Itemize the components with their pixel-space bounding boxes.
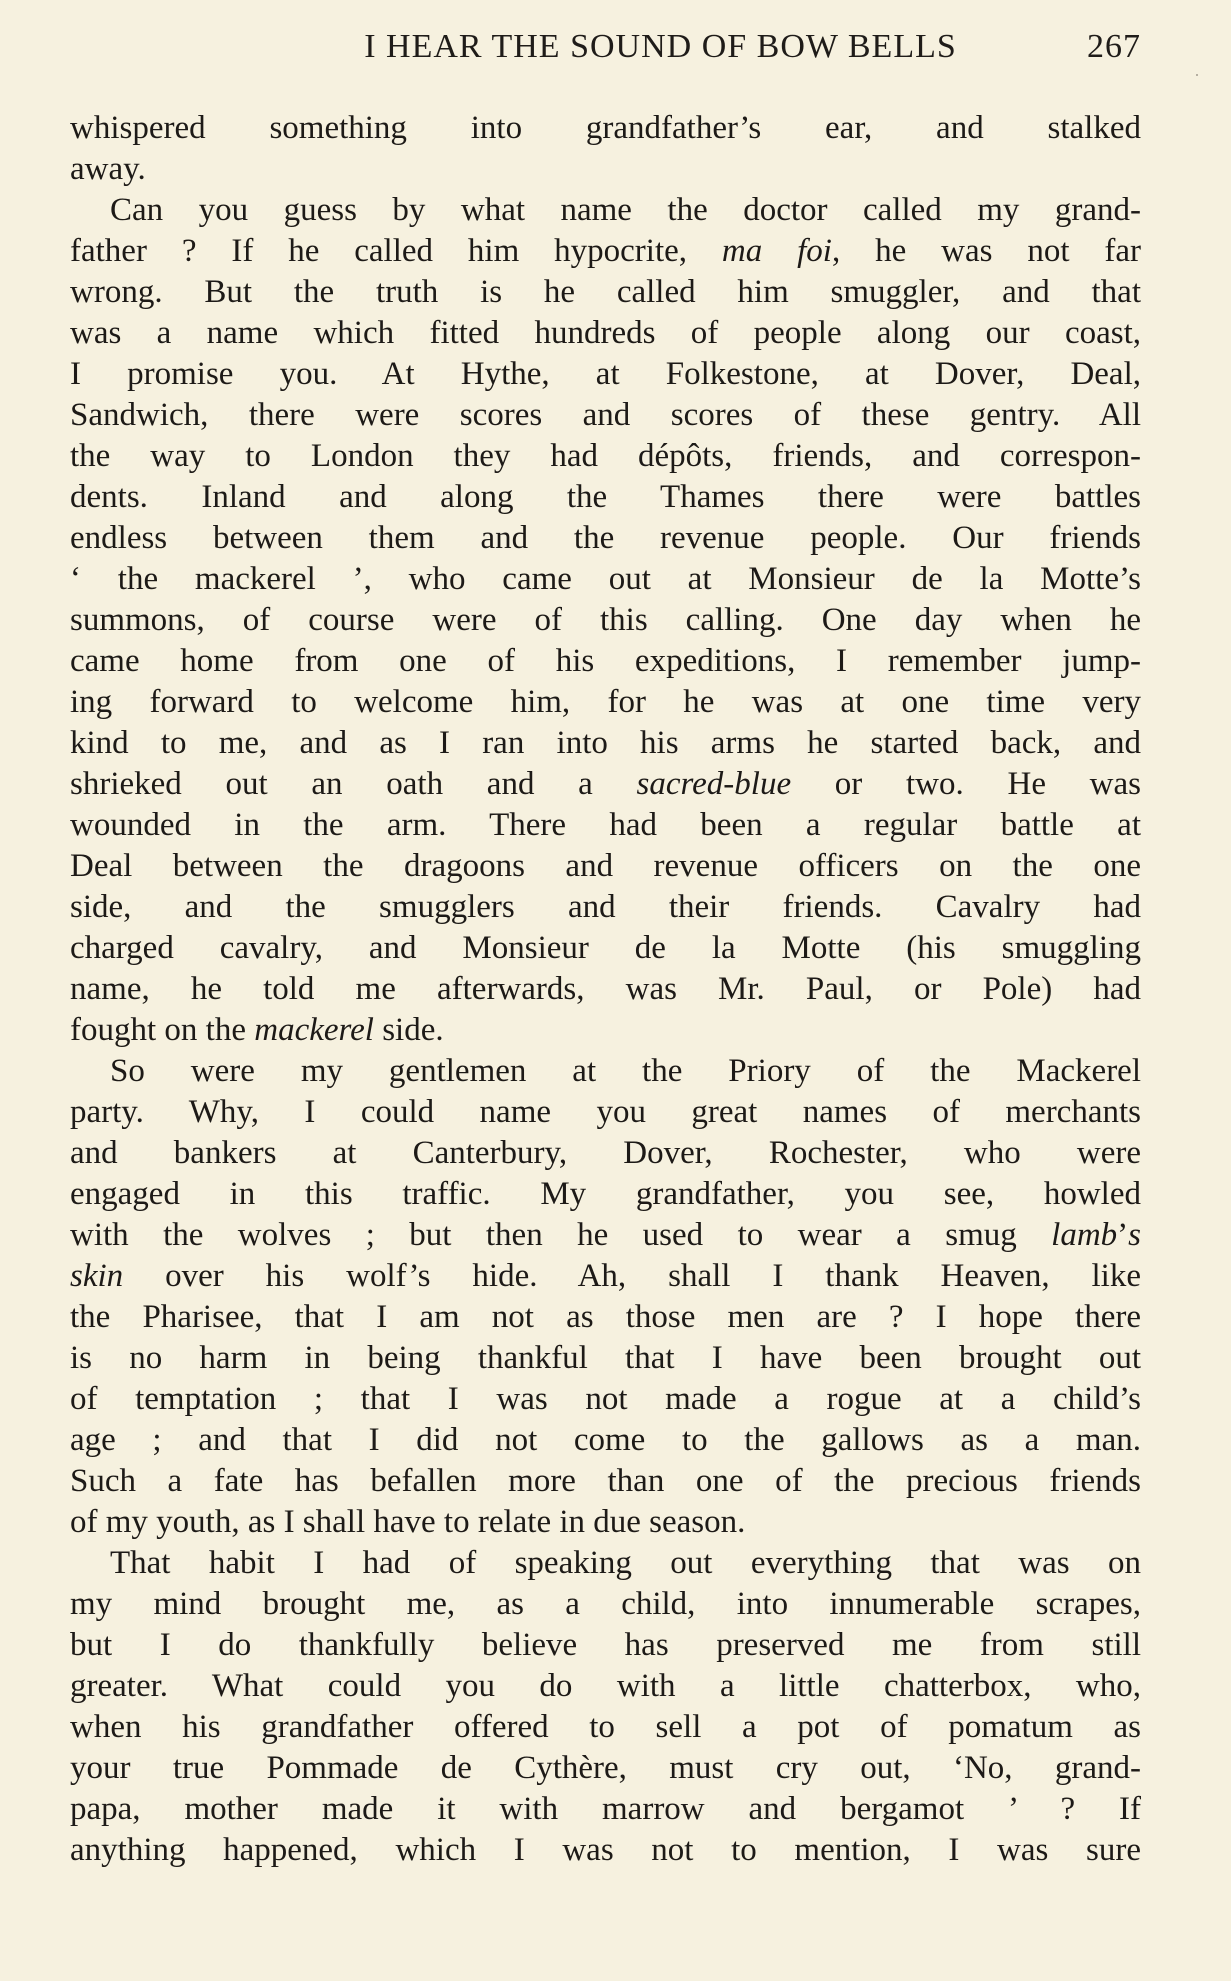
- text-line: charged cavalry, and Monsieur de la Motte (his smuggling: [70, 930, 1141, 966]
- text-line: dents. Inland and along the Thames there were battles: [70, 479, 1141, 515]
- italic-phrase: mackerel: [254, 1012, 374, 1048]
- text-line: is no harm in being thankful that I have been brought out: [70, 1340, 1141, 1376]
- text-line: age ; and that I did not come to the gallows as a man.: [70, 1422, 1141, 1458]
- text-line: of temptation ; that I was not made a rogue at a child’s: [70, 1381, 1141, 1417]
- text-line: endless between them and the revenue people. Our friends: [70, 520, 1141, 556]
- page-number: 267: [1087, 28, 1141, 65]
- text-line: Such a fate has befallen more than one of the precious friends: [70, 1463, 1141, 1499]
- text-line: the Pharisee, that I am not as those men are ? I hope there: [70, 1299, 1141, 1335]
- body-text: [70, 108, 1141, 1871]
- text-line: was a name which fitted hundreds of people along our coast,: [70, 315, 1141, 351]
- stray-ink-mark: [1196, 74, 1198, 76]
- text-line: party. Why, I could name you great names of merchants: [70, 1094, 1141, 1130]
- text-line: ing forward to welcome him, for he was at one time very: [70, 684, 1141, 720]
- text-line: ‘ the mackerel ’, who came out at Monsieur de la Motte’s: [70, 561, 1141, 597]
- text-line: shrieked out an oath and a sacred-blue or two. He was: [70, 766, 1141, 802]
- text-line: away.: [70, 151, 146, 187]
- text-line: wrong. But the truth is he called him smuggler, and that: [70, 274, 1141, 310]
- italic-phrase: ma foi: [721, 233, 832, 269]
- text-line: anything happened, which I was not to mention, I was sure: [70, 1832, 1141, 1868]
- text-line: came home from one of his expeditions, I remember jump-: [70, 643, 1141, 679]
- paragraph-start-line: Can you guess by what name the doctor called my grand-: [110, 192, 1141, 228]
- text-line: wounded in the arm. There had been a regular battle at: [70, 807, 1141, 843]
- italic-phrase: s: [1128, 1217, 1141, 1253]
- text-line: Deal between the dragoons and revenue officers on the one: [70, 848, 1141, 884]
- text-line: side, and the smugglers and their friends. Cavalry had: [70, 889, 1141, 925]
- italic-phrase: skin: [70, 1258, 124, 1294]
- text-line: fought on the mackerel side.: [70, 1012, 444, 1048]
- running-head: [70, 28, 1141, 74]
- text-line: the way to London they had dépôts, friends, and correspon-: [70, 438, 1141, 474]
- text-line: when his grandfather offered to sell a pot of pomatum as: [70, 1709, 1141, 1745]
- text-line: whispered something into grandfather’s ear, and stalked: [70, 110, 1141, 146]
- text-line: I promise you. At Hythe, at Folkestone, at Dover, Deal,: [70, 356, 1141, 392]
- text-line: father ? If he called him hypocrite, ma foi, he was not far: [70, 233, 1141, 269]
- text-line: kind to me, and as I ran into his arms he started back, and: [70, 725, 1141, 761]
- text-line: and bankers at Canterbury, Dover, Rochester, who were: [70, 1135, 1141, 1171]
- text-line: name, he told me afterwards, was Mr. Paul, or Pole) had: [70, 971, 1141, 1007]
- text-line: engaged in this traffic. My grandfather, you see, howled: [70, 1176, 1141, 1212]
- text-line: Sandwich, there were scores and scores of these gentry. All: [70, 397, 1141, 433]
- text-line: skin over his wolf’s hide. Ah, shall I thank Heaven, like: [70, 1258, 1141, 1294]
- running-title: I HEAR THE SOUND OF BOW BELLS: [364, 28, 957, 65]
- text-line: but I do thankfully believe has preserved me from still: [70, 1627, 1141, 1663]
- text-line: greater. What could you do with a little chatterbox, who,: [70, 1668, 1141, 1704]
- text-line: with the wolves ; but then he used to wear a smug lamb’s: [70, 1217, 1141, 1253]
- text-line: of my youth, as I shall have to relate in due season.: [70, 1504, 746, 1540]
- text-line: your true Pommade de Cythère, must cry out, ‘No, grand-: [70, 1750, 1141, 1786]
- paragraph-start-line: That habit I had of speaking out everything that was on: [110, 1545, 1141, 1581]
- italic-phrase: lamb: [1051, 1217, 1118, 1253]
- italic-phrase: sacred-blue: [636, 766, 792, 802]
- text-line: papa, mother made it with marrow and bergamot ’ ? If: [70, 1791, 1141, 1827]
- text-line: my mind brought me, as a child, into innumerable scrapes,: [70, 1586, 1141, 1622]
- text-line: summons, of course were of this calling. One day when he: [70, 602, 1141, 638]
- paragraph-start-line: So were my gentlemen at the Priory of the Mackerel: [110, 1053, 1141, 1089]
